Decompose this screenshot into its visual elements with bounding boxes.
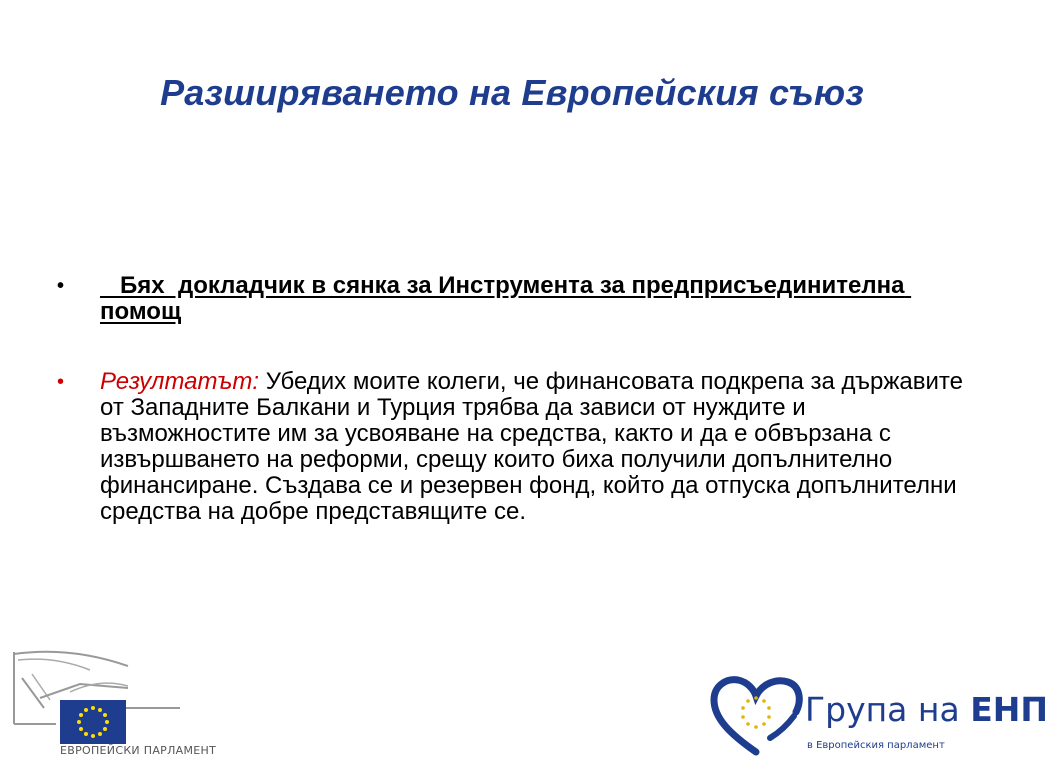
bullet-text: Бях докладчик в сянка за Инструмента за предприсъединителна помощ [100, 272, 912, 325]
epp-subtitle: в Европейския парламент [807, 740, 945, 751]
result-label: Резултатът: [100, 368, 260, 395]
bullet-item-shadow-rapporteur [57, 273, 977, 325]
slide-title: Разширяването на Европейския съюз [160, 72, 864, 113]
bullet-item-result [57, 369, 977, 525]
heart-stars-icon [710, 676, 802, 756]
european-parliament-logo [10, 648, 220, 760]
eu-flag-icon [60, 700, 126, 744]
epp-group-logo [710, 676, 1048, 762]
epp-name-label [805, 690, 1048, 729]
bullet-marker: • [57, 371, 65, 393]
bullet-marker: • [57, 275, 65, 297]
ep-name-label: ЕВРОПЕЙСКИ ПАРЛАМЕНТ [60, 744, 217, 757]
bullet-list [57, 273, 977, 525]
bullet-text: Убедих моите колеги, че финансовата подкрепа за държавите от Западните Балкани и Турция трябва да зависи от нуждите и възможностите им за усвояване на средства, както и да е обвързана с извършването на реформи, срещу които биха получили допълнително финансиране. Създава се и резервен фонд, който да отпуска допълнителни средства на добре представящите се. [100, 368, 970, 525]
epp-name-bold: ЕНП [970, 690, 1048, 729]
epp-name-regular: Група на [805, 690, 971, 729]
